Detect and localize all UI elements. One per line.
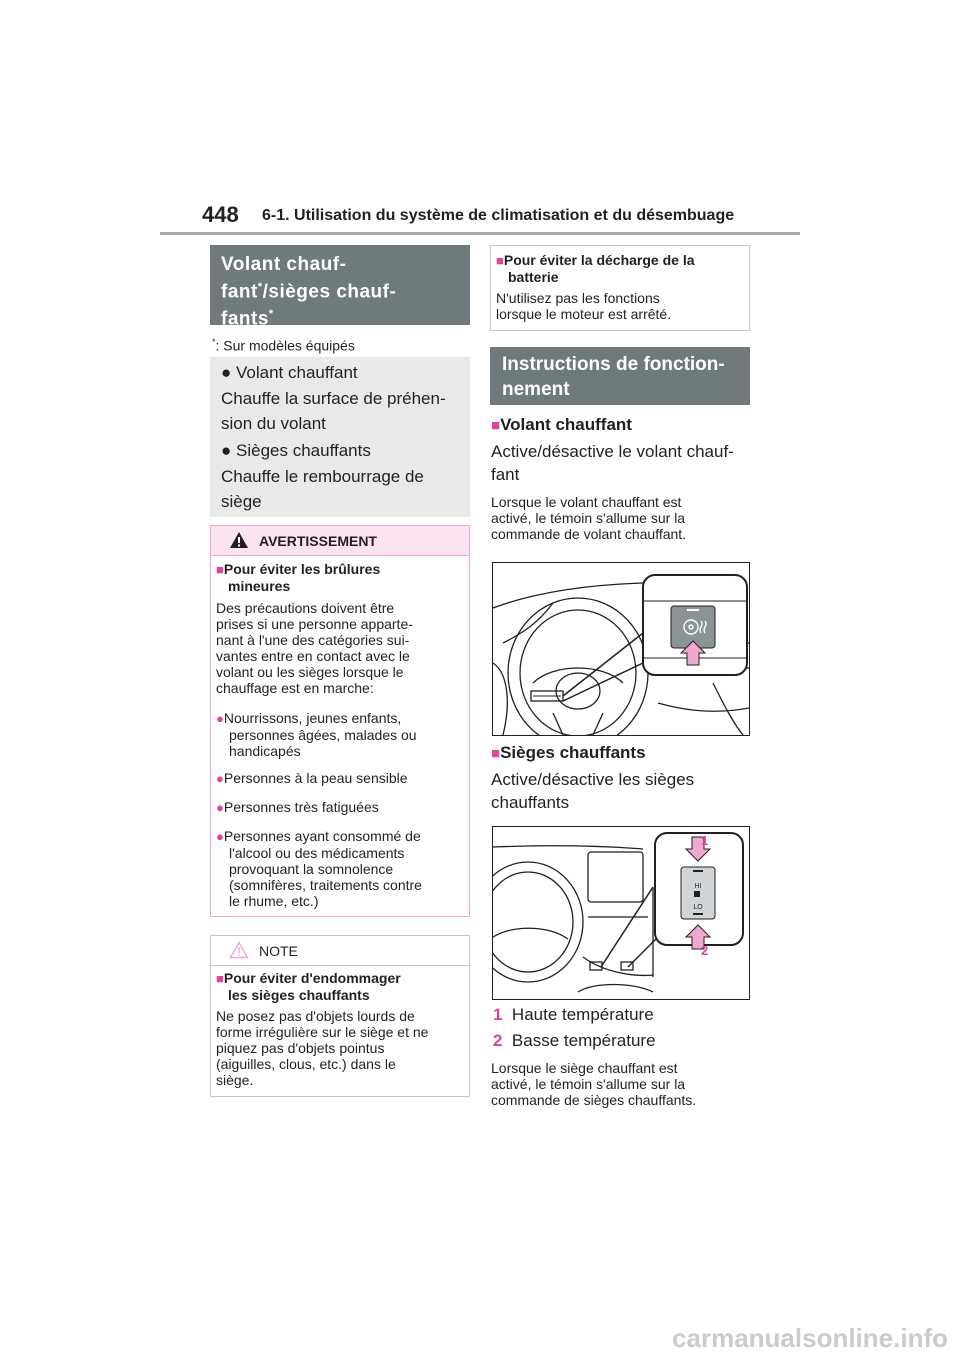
bullet-icon: ● [221, 363, 236, 382]
footnote-star: * [212, 337, 216, 347]
summary-box [210, 357, 470, 517]
footnote-text: : Sur modèles équipés [215, 337, 355, 354]
title-star-1: * [257, 281, 263, 293]
note-heading: ■Pour éviter d'endommager les sièges chauffants [216, 970, 401, 1003]
summary-item-seats: ● Sièges chauffants [221, 441, 371, 460]
square-bullet-icon: ■ [491, 745, 501, 762]
wheel-desc: Active/désactive le volant chauf- fant [491, 442, 734, 484]
warning-heading: ■Pour éviter les brûlures mineures [216, 561, 381, 594]
square-bullet-icon: ■ [496, 253, 504, 268]
section-title-instructions: Instructions de fonction- nement [490, 347, 750, 405]
section-header: 6-1. Utilisation du système de climatisation et du désembuage [262, 207, 735, 224]
figure-heated-seat-switch [492, 826, 750, 1000]
fig-callout-2: 2 [701, 943, 709, 958]
note-header [211, 936, 469, 966]
fig-label-lo: LO [693, 904, 703, 911]
bullet-icon: ● [221, 441, 236, 460]
warning-icon [229, 531, 249, 549]
warning-bullet-2: ●Personnes à la peau sensible [216, 770, 408, 786]
seats-heading: ■Sièges chauffants [491, 743, 646, 762]
battery-box [490, 245, 750, 331]
battery-heading: ■Pour éviter la décharge de la batterie [496, 252, 695, 285]
title-part4: fants [221, 308, 269, 330]
title-star-2: * [268, 308, 274, 321]
fig-callout-1: 1 [701, 833, 709, 848]
caution-icon [229, 941, 249, 959]
square-bullet-icon: ■ [216, 971, 224, 986]
seats-note: Lorsque le siège chauffant est activé, le témoin s'allume sur la commande de sièges chauffants. [491, 1060, 697, 1108]
figure-steering-wheel-switch [492, 562, 750, 736]
warning-bullet-3: ●Personnes très fatiguées [216, 799, 379, 815]
warning-bullet-4: ●Personnes ayant consommé de l'alcool ou des médicaments provoquant la somnolence (somnifères, traitements contre le rhume, etc.) [216, 828, 422, 909]
title-part3: /sièges chauf- [262, 281, 397, 303]
dot-bullet-icon: ● [216, 829, 224, 844]
dot-bullet-icon: ● [216, 771, 224, 786]
dot-bullet-icon: ● [216, 711, 224, 726]
square-bullet-icon: ■ [491, 417, 501, 434]
summary-desc-wheel-1: Chauffe la surface de préhen- [221, 389, 446, 408]
warning-bullet-1: ●Nourrissons, jeunes enfants, personnes âgées, malades ou handicapés [216, 710, 417, 759]
seat-item-1: 1 Haute température [493, 1005, 654, 1024]
steering-wheel-illustration [493, 563, 749, 735]
section-title-heated [210, 245, 470, 330]
seat-switch-illustration [493, 827, 749, 999]
page-number: 448 [202, 202, 239, 227]
warning-box [210, 525, 470, 917]
title-part2: fant [221, 281, 258, 303]
header-rule [160, 232, 800, 235]
title-part1: Volant chauf- [221, 254, 347, 275]
seats-desc: Active/désactive les sièges chauffants [491, 770, 695, 812]
battery-body: N'utilisez pas les fonctions lorsque le moteur est arrêté. [496, 290, 672, 322]
fig-label-hi: HI [694, 883, 702, 890]
footnote [212, 337, 355, 354]
wheel-note: Lorsque le volant chauffant est activé, le témoin s'allume sur la commande de volant chauffant. [491, 494, 687, 542]
watermark: carmanualsonline.info [672, 1323, 948, 1353]
summary-item-wheel: ● Volant chauffant [221, 363, 358, 382]
note-body: Ne posez pas d'objets lourds de forme irrégulière sur le siège et ne piquez pas d'objets pointus (aiguilles, clous, etc.) dans le siège. [216, 1008, 429, 1088]
summary-desc-seats-1: Chauffe le rembourrage de [221, 467, 424, 486]
seat-heater-icon [694, 891, 700, 897]
wheel-heading: ■Volant chauffant [491, 415, 632, 434]
warning-label: AVERTISSEMENT [259, 533, 377, 549]
note-label: NOTE [259, 943, 298, 959]
summary-desc-wheel-2: sion du volant [221, 414, 326, 433]
note-box [210, 935, 470, 1097]
summary-desc-seats-2: siège [221, 492, 262, 511]
square-bullet-icon: ■ [216, 562, 224, 577]
warning-header [211, 526, 469, 556]
warning-body: Des précautions doivent être prises si une personne apparte- nant à l'une des catégories sui- vantes entre en contact avec le volant ou les sièges lorsque le chauffage est en marche: [216, 600, 413, 696]
dot-bullet-icon: ● [216, 800, 224, 815]
seat-item-2: 2 Basse température [493, 1031, 656, 1050]
